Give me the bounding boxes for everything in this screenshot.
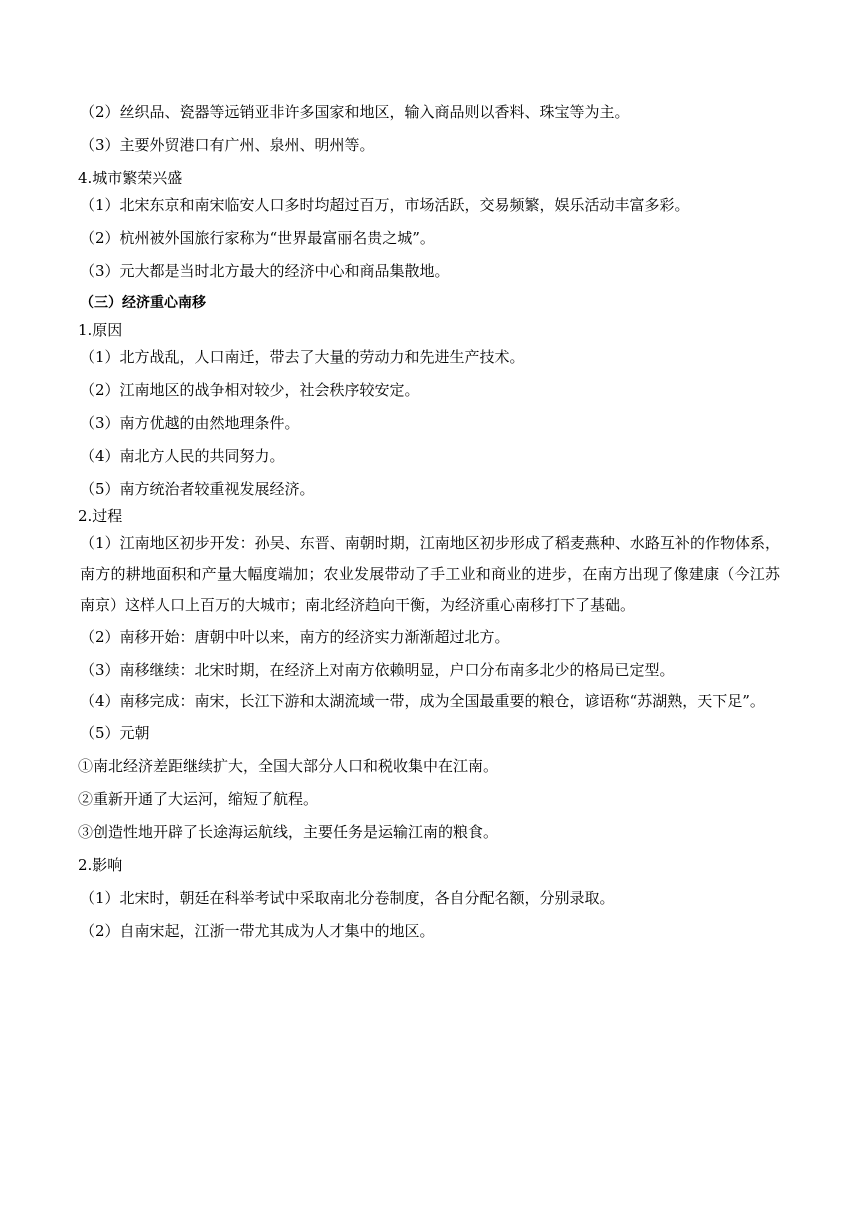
paragraph-line: （2）杭州被外国旅行家称为“世界最富丽名贵之城”。: [80, 229, 435, 247]
paragraph-block: （1）江南地区初步开发：孙吴、东晋、南朝时期，江南地区初步形成了稻麦燕种、水路互补的作物体系，南方的耕地面积和产量大幅度端加；农业发展带动了手工业和商业的进步，在南方出现了像建康（今江苏南京）这样人口上百万的大城市；南北经济趋向干衡，为经济重心南移打下了基础。: [80, 534, 780, 614]
section-heading: 1.原因: [78, 321, 123, 339]
paragraph-line: （5）南方统治者较重视发展经济。: [80, 480, 315, 498]
paragraph-line: （2）丝织品、瓷器等远销亚非许多国家和地区，输入商品则以香料、珠宝等为主。: [80, 103, 630, 121]
document-body: [80, 101, 780, 953]
section-title: （三）经济重心南移: [80, 295, 206, 311]
paragraph-line: ③创造性地开辟了长途海运航线，主要任务是运输江南的粮食。: [78, 823, 499, 841]
paragraph-line: （3）南方优越的由然地理条件。: [80, 414, 300, 432]
paragraph-line: （3）南移继续：北宋时期，在经济上对南方依赖明显，户口分布南多北少的格局已定型。: [80, 661, 675, 679]
paragraph-line: ②重新开通了大运河，缩短了航程。: [78, 790, 319, 808]
paragraph-line: ①南北经济差距继续扩大，全国大部分人口和税收集中在江南。: [78, 757, 499, 775]
paragraph-line: （2）自南宋起，江浙一带尤其成为人才集中的地区。: [80, 922, 435, 940]
paragraph-line: （4）南北方人民的共同努力。: [80, 447, 285, 465]
paragraph-line: （1）北方战乱，人口南迁，带去了大量的劳动力和先进生产技术。: [80, 348, 525, 366]
paragraph-line: （2）江南地区的战争相对较少，社会秩序较安定。: [80, 381, 420, 399]
paragraph-line: （1）北宋东京和南宋临安人口多时均超过百万，市场活跃，交易频繁，娱乐活动丰富多彩。: [80, 196, 690, 214]
paragraph-line: （1）北宋时，朝廷在科举考试中采取南北分卷制度，各自分配名额，分别录取。: [80, 889, 615, 907]
section-heading: 4.城市繁荣兴盛: [78, 169, 183, 187]
paragraph-line: （2）南移开始：唐朝中叶以来，南方的经济实力渐渐超过北方。: [80, 628, 510, 646]
paragraph-line: （3）主要外贸港口有广州、泉州、明州等。: [80, 136, 375, 154]
section-heading: 2.影响: [78, 856, 123, 874]
paragraph-line: （3）元大都是当时北方最大的经济中心和商品集散地。: [80, 262, 450, 280]
section-heading: 2.过程: [78, 507, 123, 525]
paragraph-line: （5）元朝: [80, 724, 150, 742]
paragraph-block: （4）南移完成：南宋，长江下游和太湖流域一带，成为全国最重要的粮仓，谚语称“苏湖熟，天下足”。: [80, 692, 765, 710]
